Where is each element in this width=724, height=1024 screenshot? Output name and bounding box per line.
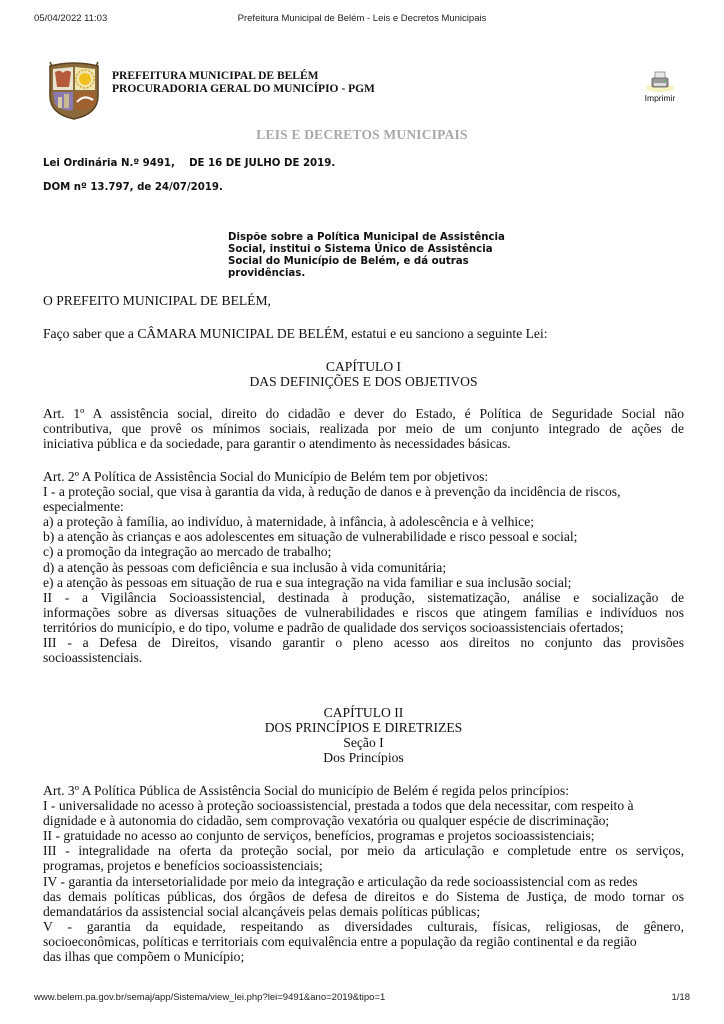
- article-line: Art. 1º A assistência social, direito do cidadão e dever do Estado, é Política de Seguridade Social não: [43, 406, 684, 421]
- chapter-1-heading: [43, 359, 684, 389]
- enactment-clause: [43, 326, 684, 341]
- chapter-subtitle: DAS DEFINIÇÕES E DOS OBJETIVOS: [249, 374, 478, 390]
- opening-text: O PREFEITO MUNICIPAL DE BELÉM,: [43, 293, 271, 308]
- summary-line: providências.: [228, 268, 306, 279]
- article-line: b) a atenção às crianças e aos adolescentes em situação de vulnerabilidade e risco pessoal e social;: [43, 529, 578, 545]
- chapter-2-heading: [43, 705, 684, 765]
- letterhead-prefeitura: PREFEITURA MUNICIPAL DE BELÉM: [112, 70, 319, 82]
- print-button[interactable]: [640, 70, 680, 103]
- chapter-title: CAPÍTULO I: [325, 359, 402, 374]
- article-line: territórios do município, e do tipo, volume e padrão de qualidade dos serviços socioassistenciais ofertados;: [43, 619, 624, 635]
- article-line: iniciativa pública e da sociedade, para garantir o atendimento às necessidades básicas.: [43, 436, 511, 452]
- article-line: programas, projetos e benefícios socioassistenciais;: [43, 858, 323, 874]
- article-line: especialmente:: [43, 499, 124, 515]
- chapter-subtitle: DOS PRINCÍPIOS E DIRETRIZES: [264, 720, 463, 736]
- section-number: Seção I: [343, 735, 384, 751]
- article-line: informações sobre as diversas situações de vulnerabilidades e riscos que atingem famílias e indivíduos nos: [43, 604, 684, 620]
- section-title: LEIS E DECRETOS MUNICIPAIS: [256, 127, 468, 142]
- article-line: I - a proteção social, que visa à garantia da vida, à redução de danos e à prevenção da incidência de riscos,: [43, 484, 621, 500]
- print-datetime: 05/04/2022 11:03: [34, 13, 108, 24]
- article-line: dignidade e à autonomia do cidadão, sem comprovação vexatória ou qualquer espécie de discriminação;: [43, 813, 610, 829]
- article-line: II - gratuidade no acesso ao conjunto de serviços, benefícios, programas e projetos socioassistenciais;: [43, 828, 595, 844]
- print-label[interactable]: Imprimir: [644, 93, 676, 103]
- article-line: e) a atenção às pessoas em situação de rua e sua integração na vida familiar e sua inclusão social;: [43, 574, 572, 590]
- belem-coat-of-arms-logo: [46, 60, 102, 120]
- article-line: d) a atenção às pessoas com deficiência e sua inclusão à vida comunitária;: [43, 559, 447, 575]
- summary-line: Social do Município de Belém, e dá outras: [228, 256, 469, 267]
- article-line: das ilhas que compõem o Município;: [43, 949, 245, 965]
- article-line: V - garantia da equidade, respeitando as diversidades culturais, físicas, religiosas, de gênero,: [43, 918, 684, 934]
- dom-reference: DOM nº 13.797, de 24/07/2019.: [43, 182, 223, 193]
- letterhead: [112, 70, 375, 96]
- summary-line: Social, institui o Sistema Único de Assistência: [228, 244, 493, 255]
- article-line: contributiva, que provê os mínimos sociais, realizada por meio de um conjunto integrado de ações de: [43, 421, 684, 437]
- opening-line: [43, 293, 684, 308]
- article-line: I - universalidade no acesso à proteção socioassistencial, prestada a todos que dela necessitar, com respeito à: [43, 798, 634, 814]
- article-line: Art. 3º A Política Pública de Assistência Social do município de Belém é regida pelos princípios:: [43, 783, 569, 798]
- enactment-text: Faço saber que a CÂMARA MUNICIPAL DE BELÉM, estatui e eu sanciono a seguinte Lei:: [43, 326, 548, 341]
- article-line: Art. 2º A Política de Assistência Social do Município de Belém tem por objetivos:: [43, 469, 489, 484]
- article-line: II - a Vigilância Socioassistencial, destinada à produção, sistematização, análise e socialização de: [43, 589, 684, 605]
- article-2: [43, 469, 684, 665]
- print-page-number: 1/18: [671, 992, 690, 1003]
- article-line: III - a Defesa de Direitos, visando garantir o pleno acesso aos direitos no conjunto das provisões: [43, 635, 684, 651]
- article-line: IV - garantia da intersetorialidade por meio da integração e articulação da rede socioassistencial com as redes: [43, 873, 638, 889]
- article-3: [43, 783, 684, 964]
- section-name: Dos Princípios: [323, 750, 404, 766]
- article-line: demandatários da assistencial social alcançáveis pelas demais políticas públicas;: [43, 903, 481, 919]
- article-1: [43, 406, 684, 451]
- article-line: a) a proteção à família, ao indivíduo, à maternidade, à infância, à adolescência e à velhice;: [43, 514, 535, 530]
- article-line: c) a promoção da integração ao mercado de trabalho;: [43, 544, 332, 560]
- letterhead-procuradoria: PROCURADORIA GERAL DO MUNICÍPIO - PGM: [112, 83, 375, 95]
- law-number: Lei Ordinária N.º 9491, DE 16 DE JULHO DE 2019.: [43, 158, 336, 169]
- print-url: www.belem.pa.gov.br/semaj/app/Sistema/view_lei.php?lei=9491&ano=2019&tipo=1: [34, 992, 386, 1003]
- law-summary: [228, 232, 505, 280]
- article-line: socioassistenciais.: [43, 650, 143, 666]
- chapter-title: CAPÍTULO II: [323, 705, 404, 720]
- article-line: socioeconômicas, políticas e territoriais com equivalência entre a população da região continental e da região: [43, 933, 637, 949]
- article-line: das demais políticas públicas, dos órgãos de defesa de direitos e do Sistema de Justiça, de modo tornar os: [43, 888, 684, 904]
- print-page-title: Prefeitura Municipal de Belém - Leis e Decretos Municipais: [237, 13, 487, 24]
- article-line: III - integralidade na oferta da proteção social, por meio da articulação e completude entre os serviços,: [43, 843, 684, 859]
- summary-line: Dispõe sobre a Política Municipal de Assistência: [228, 232, 505, 243]
- printer-icon: [640, 70, 680, 92]
